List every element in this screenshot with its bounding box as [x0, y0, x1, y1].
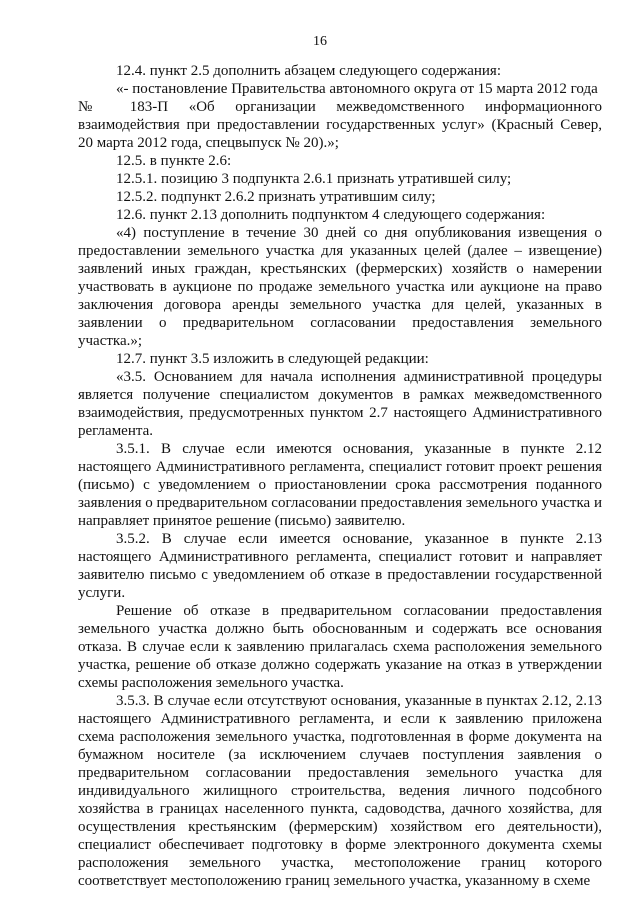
paragraph-subpoint-4: «4) поступление в течение 30 дней со дня опубликования извещения о предоставлении земельного участка для указанных целей (далее – извещение) заявлений иных граждан, крестьянских (фермерских) хозяйств о намерении участвовать в аукционе по продаже земельного участка или аукционе на право заключения договора аренды земельного участка для целей, указанных в заявлении о предварительном согласовании предоставления земельного участка.»; [78, 225, 602, 349]
document-body [78, 62, 602, 890]
paragraph-12-6: 12.6. пункт 2.13 дополнить подпунктом 4 следующего содержания: [116, 207, 546, 223]
paragraph-12-5: 12.5. в пункте 2.6: [116, 153, 232, 169]
paragraph-quote-continued: № 183-П «Об организации межведомственного информационного взаимодействия при предоставлении государственных услуг» (Красный Север, 20 марта 2012 года, спецвыпуск № 20).»; [78, 99, 602, 151]
paragraph-refusal-decision: Решение об отказе в предварительном согласовании предоставления земельного участка должно быть обоснованным и содержать все основания отказа. В случае если к заявлению прилагалась схема расположения земельного участка, решение об отказе должно содержать указание на отказ в утверждении схемы расположения земельного участка. [78, 603, 602, 691]
paragraph-3-5-3: 3.5.3. В случае если отсутствуют основания, указанные в пунктах 2.12, 2.13 настоящего Административного регламента, и если к заявлению приложена схема расположения земельного участка, подготовленная в форме документа на бумажном носителе (за исключением случаев поступления заявления о предварительном согласовании предоставления земельного участка для индивидуального жилищного строительства, ведения личного подсобного хозяйства в границах населенного пункта, садоводства, дачного хозяйства, для осуществления крестьянским (фермерским) хозяйством его деятельности), специалист обеспечивает подготовку в форме электронного документа схемы расположения земельного участка, местоположение границ которого соответствует местоположению границ земельного участка, указанному в схеме [78, 693, 602, 889]
paragraph-3-5-2: 3.5.2. В случае если имеется основание, указанное в пункте 2.13 настоящего Административного регламента, специалист готовит и направляет заявителю письмо с уведомлением об отказе в предоставлении государственной услуги. [78, 531, 602, 601]
paragraph-quote-start: «- постановление Правительства автономного округа от 15 марта 2012 года [116, 81, 598, 97]
paragraph-12-5-1: 12.5.1. позицию 3 подпункта 2.6.1 признать утратившей силу; [116, 171, 512, 187]
paragraph-12-7: 12.7. пункт 3.5 изложить в следующей редакции: [116, 351, 429, 367]
paragraph-3-5: «3.5. Основанием для начала исполнения административной процедуры является получение специалистом документов в рамках межведомственного взаимодействия, предусмотренных пунктом 2.7 настоящего Административного регламента. [78, 369, 602, 439]
page-number: 16 [313, 34, 327, 49]
paragraph-12-4: 12.4. пункт 2.5 дополнить абзацем следующего содержания: [116, 63, 501, 79]
paragraph-12-5-2: 12.5.2. подпункт 2.6.2 признать утратившим силу; [116, 189, 436, 205]
paragraph-3-5-1: 3.5.1. В случае если имеются основания, указанные в пункте 2.12 настоящего Административного регламента, специалист готовит проект решения (письмо) с уведомлением о приостановлении срока рассмотрения поданного заявления о предварительном согласовании предоставления земельного участка и направляет принятое решение (письмо) заявителю. [78, 441, 602, 529]
